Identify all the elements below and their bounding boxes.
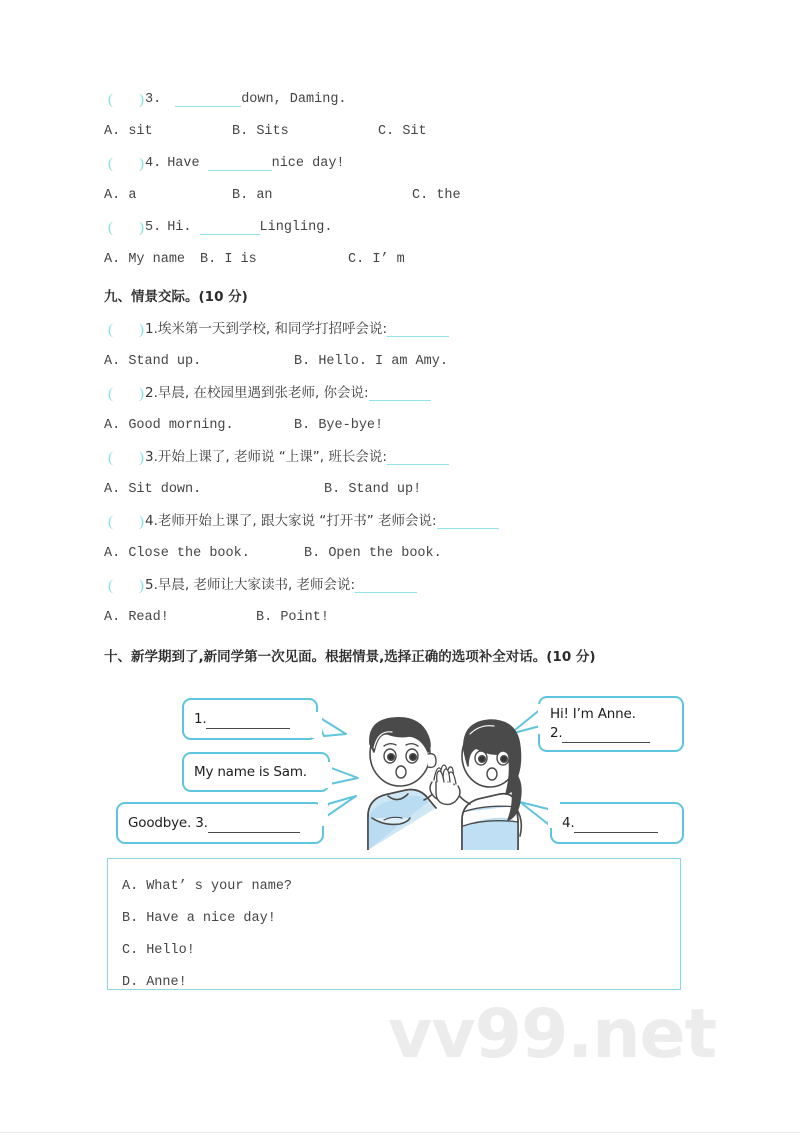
bubble-4-text: 4.	[562, 814, 672, 833]
question-stem: 开始上课了, 老师说 “上课”, 班长会说:	[157, 449, 387, 466]
answer-bracket[interactable]: ( )	[108, 385, 144, 402]
question-number: 3.	[145, 449, 158, 466]
choice-d[interactable]: D. Anne!	[122, 975, 187, 991]
answer-bracket[interactable]: ( )	[108, 91, 144, 108]
dialogue-illustration	[104, 690, 704, 862]
answer-bracket[interactable]: ( )	[108, 155, 144, 172]
option-c[interactable]: C. Sit	[378, 124, 427, 140]
section-ten-heading: 十、新学期到了,新同学第一次见面。根据情景,选择正确的选项补全对话。(10 分)	[104, 649, 596, 665]
option-a[interactable]: A. Good morning.	[104, 418, 234, 434]
option-row	[104, 180, 704, 212]
option-a[interactable]: A. Sit down.	[104, 482, 202, 498]
option-b[interactable]: B. Point!	[256, 610, 329, 626]
question-stem: 早晨, 在校园里遇到张老师, 你会说:	[157, 385, 369, 402]
question-stem: 埃米第一天到学校, 和同学打招呼会说:	[157, 321, 388, 338]
question-number: 4.	[145, 513, 158, 530]
option-row	[104, 346, 704, 378]
answer-bracket[interactable]: ( )	[108, 577, 144, 594]
bubble-4-tail-icon	[518, 798, 560, 830]
option-row	[104, 474, 704, 506]
option-row	[104, 538, 704, 570]
bubble-anne-line2: 2.	[550, 724, 672, 743]
bubble-sam[interactable]	[182, 752, 330, 792]
question-stem: down, Daming.	[241, 92, 347, 108]
option-b[interactable]: B. I is	[200, 252, 257, 268]
question-number: 1.	[145, 321, 158, 338]
page-bottom-rule	[0, 1132, 800, 1133]
bubble-anne[interactable]	[538, 696, 684, 752]
option-a[interactable]: A. My name	[104, 252, 186, 268]
option-b[interactable]: B. an	[232, 188, 273, 204]
option-c[interactable]: C. I’ m	[348, 252, 405, 268]
answer-bracket[interactable]: ( )	[108, 321, 144, 338]
bubble-1-text: 1.	[194, 710, 306, 729]
option-a[interactable]: A. a	[104, 188, 137, 204]
question-row	[104, 506, 704, 538]
answer-bracket[interactable]: ( )	[108, 219, 144, 236]
question-number: 4.	[145, 156, 162, 172]
bubble-anne-line1: Hi! I’m Anne.	[550, 706, 636, 722]
question-number: 5.	[145, 577, 158, 594]
question-row	[104, 570, 704, 602]
choice-b[interactable]: B. Have a nice day!	[122, 911, 276, 927]
two-children-illustration	[344, 708, 524, 850]
option-a[interactable]: A. sit	[104, 124, 153, 140]
question-row	[104, 84, 704, 116]
bubble-goodbye-text: Goodbye. 3.	[128, 814, 312, 833]
multiple-choice-section	[104, 84, 704, 672]
answer-choices-box	[107, 858, 681, 990]
question-stem-after: Lingling.	[259, 220, 333, 236]
question-stem: 早晨, 老师让大家读书, 老师会说:	[157, 577, 356, 594]
question-stem-before: Have	[167, 156, 200, 172]
question-row	[104, 378, 704, 410]
bubble-goodbye[interactable]	[116, 802, 324, 844]
option-row	[104, 602, 704, 634]
option-b[interactable]: B. Stand up!	[324, 482, 422, 498]
choice-a[interactable]: A. What’ s your name?	[122, 879, 293, 895]
question-number: 5.	[145, 220, 162, 236]
question-stem-before: Hi.	[167, 220, 192, 236]
option-row	[104, 244, 704, 276]
option-a[interactable]: A. Close the book.	[104, 546, 250, 562]
question-stem: 老师开始上课了, 跟大家说 “打开书” 老师会说:	[157, 513, 437, 530]
answer-bracket[interactable]: ( )	[108, 449, 144, 466]
option-a[interactable]: A. Read!	[104, 610, 169, 626]
option-b[interactable]: B. Sits	[232, 124, 289, 140]
question-row	[104, 212, 704, 244]
question-stem-after: nice day!	[271, 156, 345, 172]
question-number: 2.	[145, 385, 158, 402]
bubble-1[interactable]	[182, 698, 318, 740]
option-row	[104, 116, 704, 148]
site-watermark: vv99.net	[388, 995, 717, 1074]
bubble-4[interactable]	[550, 802, 684, 844]
option-b[interactable]: B. Bye-bye!	[294, 418, 384, 434]
question-row	[104, 442, 704, 474]
bubble-sam-text: My name is Sam.	[194, 763, 307, 780]
option-b[interactable]: B. Hello. I am Amy.	[294, 354, 448, 370]
option-b[interactable]: B. Open the book.	[304, 546, 442, 562]
choice-c[interactable]: C. Hello!	[122, 943, 195, 959]
option-row	[104, 410, 704, 442]
section-nine-heading: 九、情景交际。(10 分)	[104, 289, 248, 305]
option-a[interactable]: A. Stand up.	[104, 354, 202, 370]
answer-bracket[interactable]: ( )	[108, 513, 144, 530]
question-number: 3.	[145, 92, 162, 108]
question-row	[104, 314, 704, 346]
option-c[interactable]: C. the	[412, 188, 461, 204]
question-row	[104, 148, 704, 180]
